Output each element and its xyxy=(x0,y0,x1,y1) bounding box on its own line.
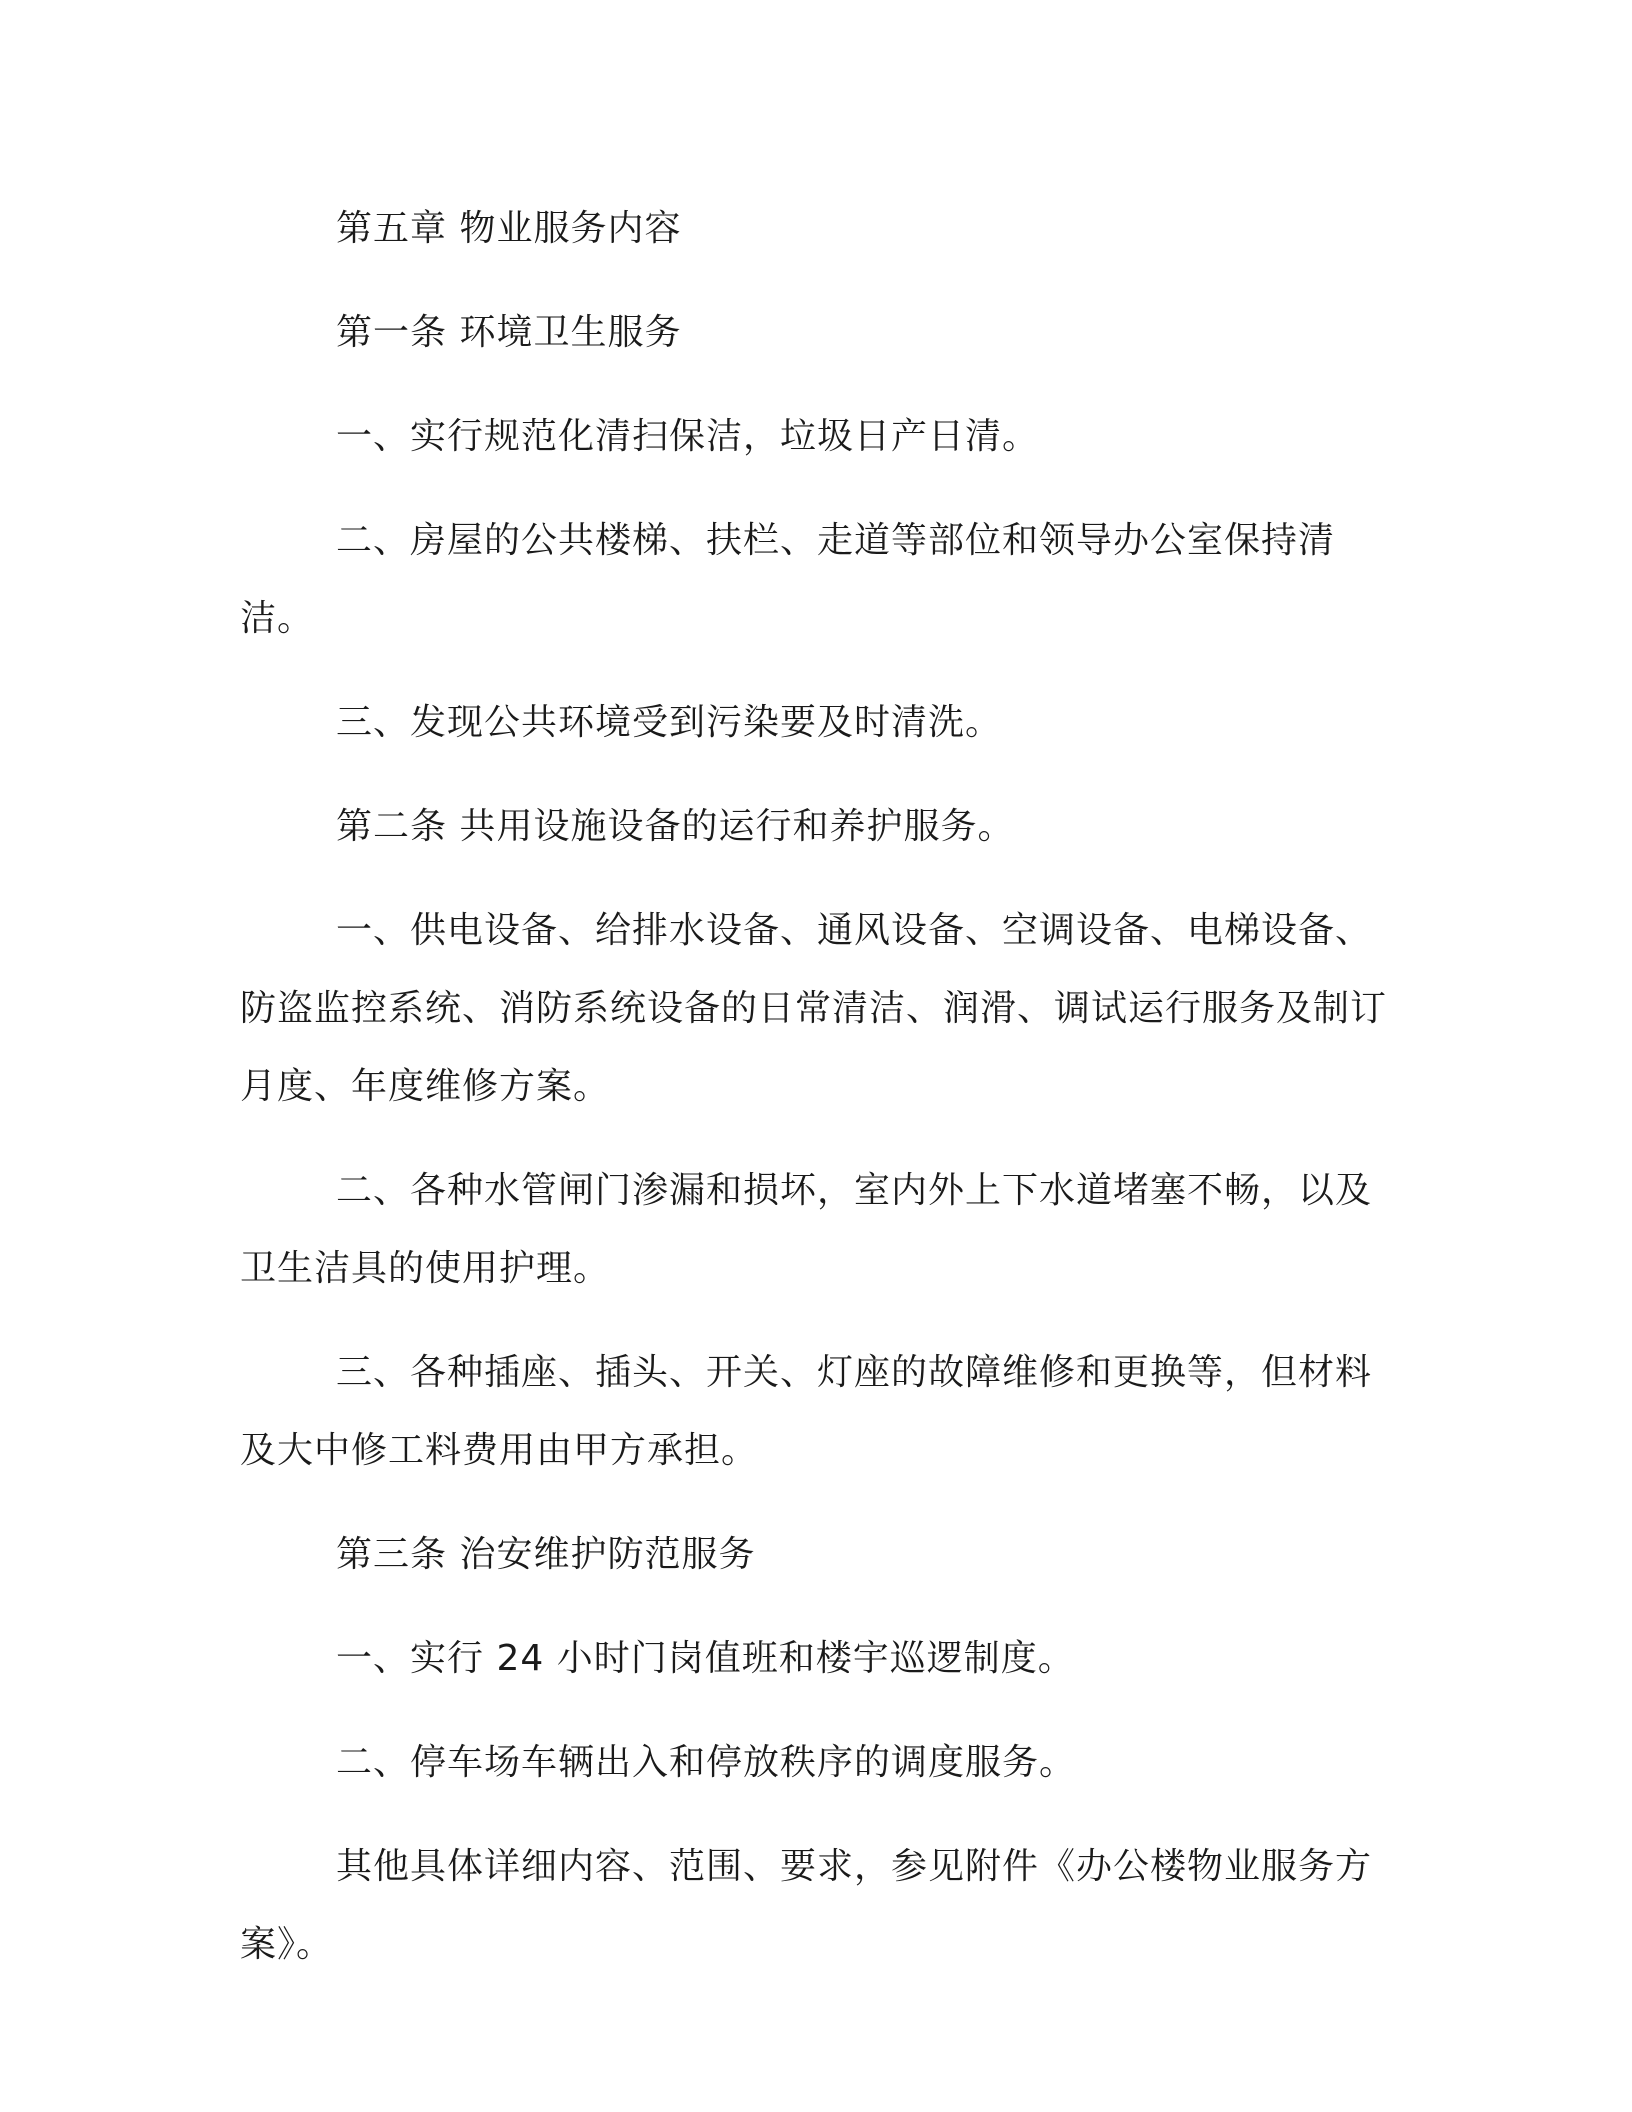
article-2-item-3: 三、各种插座、插头、开关、灯座的故障维修和更换等，但材料及大中修工料费用由甲方承担。 xyxy=(240,1352,1373,1471)
closing-note: 其他具体详细内容、范围、要求，参见附件《办公楼物业服务方案》。 xyxy=(240,1846,1373,1965)
article-1-item-3: 三、发现公共环境受到污染要及时清洗。 xyxy=(336,702,1003,743)
article-1-item-2: 二、房屋的公共楼梯、扶栏、走道等部位和领导办公室保持清洁。 xyxy=(240,520,1336,639)
chapter-heading: 第五章 物业服务内容 xyxy=(336,208,682,249)
article-heading-2: 第二条 共用设施设备的运行和养护服务。 xyxy=(336,806,1015,847)
article-heading-1: 第一条 环境卫生服务 xyxy=(336,312,682,353)
article-3-item-1: 一、实行 24 小时门岗值班和楼宇巡逻制度。 xyxy=(336,1638,1075,1679)
article-heading-3: 第三条 治安维护防范服务 xyxy=(336,1534,756,1575)
document-body xyxy=(240,190,1400,2010)
article-3-item-2: 二、停车场车辆出入和停放秩序的调度服务。 xyxy=(336,1742,1077,1783)
article-2-item-2: 二、各种水管闸门渗漏和损坏，室内外上下水道堵塞不畅，以及卫生洁具的使用护理。 xyxy=(240,1170,1373,1289)
article-2-item-1: 一、供电设备、给排水设备、通风设备、空调设备、电梯设备、防盗监控系统、消防系统设备的日常清洁、润滑、调试运行服务及制订月度、年度维修方案。 xyxy=(240,910,1388,1107)
article-1-item-1: 一、实行规范化清扫保洁，垃圾日产日清。 xyxy=(336,416,1040,457)
